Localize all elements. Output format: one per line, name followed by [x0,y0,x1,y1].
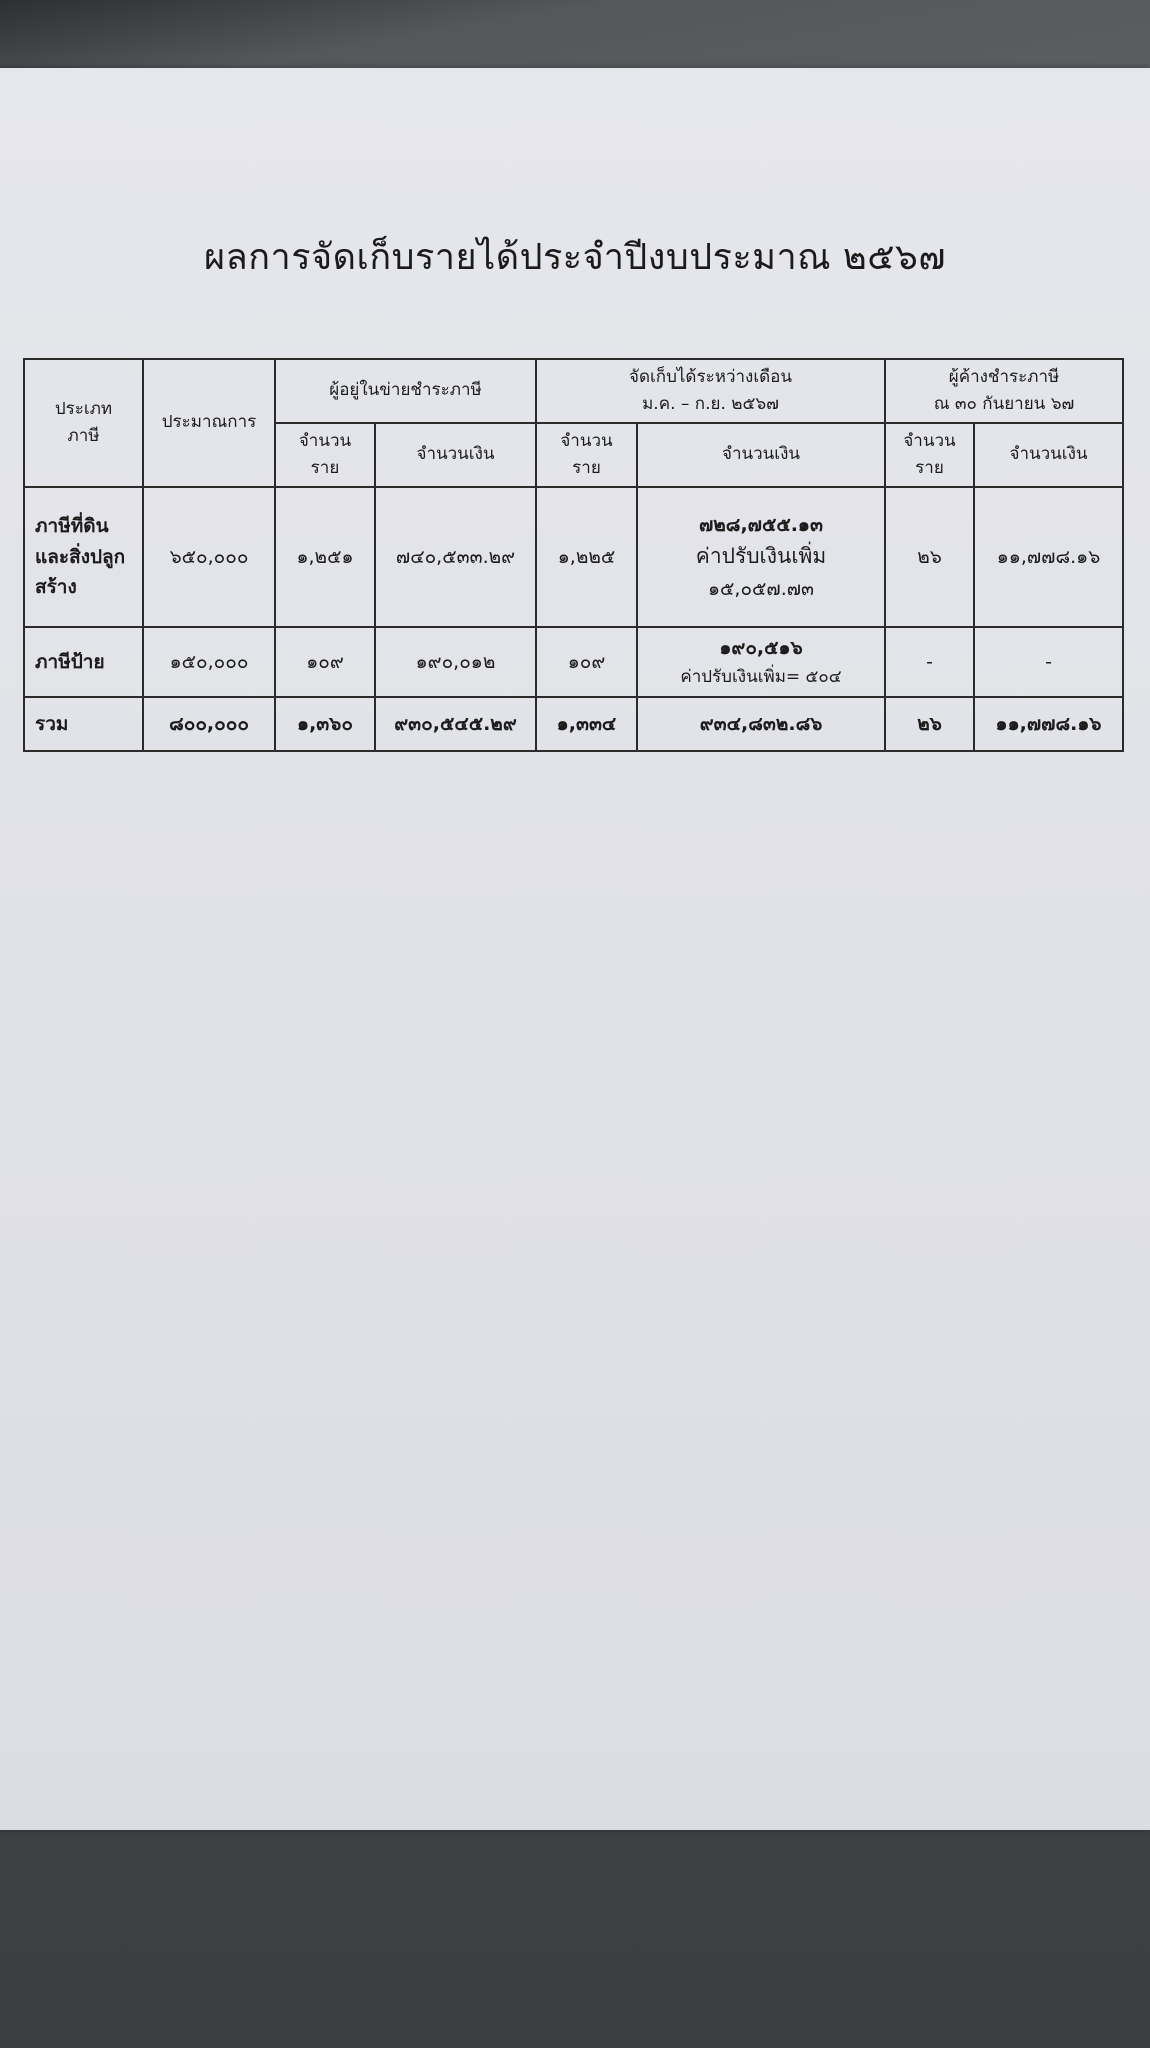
revenue-table [23,358,1124,752]
table-row [24,627,1123,697]
header-type: ประเภท ภาษี [24,359,143,487]
header-col-count: จำนวน ราย [536,423,637,487]
page-title: ผลการจัดเก็บรายได้ประจำปีงบประมาณ ๒๕๖๗ [204,237,946,278]
row-label: ภาษีป้าย [24,627,143,697]
cell-col-count: ๑๐๙ [536,627,637,697]
cell-net-count: ๑๐๙ [275,627,375,697]
header-row-1 [24,359,1123,423]
table-row [24,487,1123,627]
cell-net-amount: ๗๔๐,๕๓๓.๒๙ [375,487,536,627]
cell-col-amount: ๗๒๘,๗๕๕.๑๓ ค่าปรับเงินเพิ่ม ๑๕,๐๕๗.๗๓ [637,487,885,627]
cell-out-count: ๒๖ [885,487,974,627]
cell-out-amount: - [974,627,1123,697]
cell-out-amount: ๑๑,๗๗๘.๑๖ [974,487,1123,627]
total-out-count: ๒๖ [885,697,974,751]
header-net-amount: จำนวนเงิน [375,423,536,487]
cell-col-amount: ๑๙๐,๕๑๖ ค่าปรับเงินเพิ่ม= ๕๐๔ [637,627,885,697]
total-estimate: ๘๐๐,๐๐๐ [143,697,275,751]
cell-estimate: ๖๕๐,๐๐๐ [143,487,275,627]
cell-out-count: - [885,627,974,697]
cell-net-amount: ๑๙๐,๐๑๒ [375,627,536,697]
total-col-amount: ๙๓๔,๘๓๒.๘๖ [637,697,885,751]
cell-col-count: ๑,๒๒๕ [536,487,637,627]
row-label: ภาษีที่ดิน และสิ่งปลูก สร้าง [24,487,143,627]
total-net-amount: ๙๓๐,๕๔๕.๒๙ [375,697,536,751]
header-estimate: ประมาณการ [143,359,275,487]
header-out-amount: จำนวนเงิน [974,423,1123,487]
total-label: รวม [24,697,143,751]
header-net-count: จำนวน ราย [275,423,375,487]
background-edge [0,0,1150,70]
total-net-count: ๑,๓๖๐ [275,697,375,751]
cell-estimate: ๑๕๐,๐๐๐ [143,627,275,697]
header-in-net: ผู้อยู่ในข่ายชำระภาษี [275,359,536,423]
header-col-amount: จำนวนเงิน [637,423,885,487]
header-outstanding: ผู้ค้างชำระภาษี ณ ๓๐ กันยายน ๖๗ [885,359,1123,423]
total-row [24,697,1123,751]
cell-net-count: ๑,๒๕๑ [275,487,375,627]
header-out-count: จำนวน ราย [885,423,974,487]
paper-sheet [0,68,1150,1830]
total-col-count: ๑,๓๓๔ [536,697,637,751]
header-collected: จัดเก็บได้ระหว่างเดือน ม.ค. – ก.ย. ๒๕๖๗ [536,359,885,423]
total-out-amount: ๑๑,๗๗๘.๑๖ [974,697,1123,751]
